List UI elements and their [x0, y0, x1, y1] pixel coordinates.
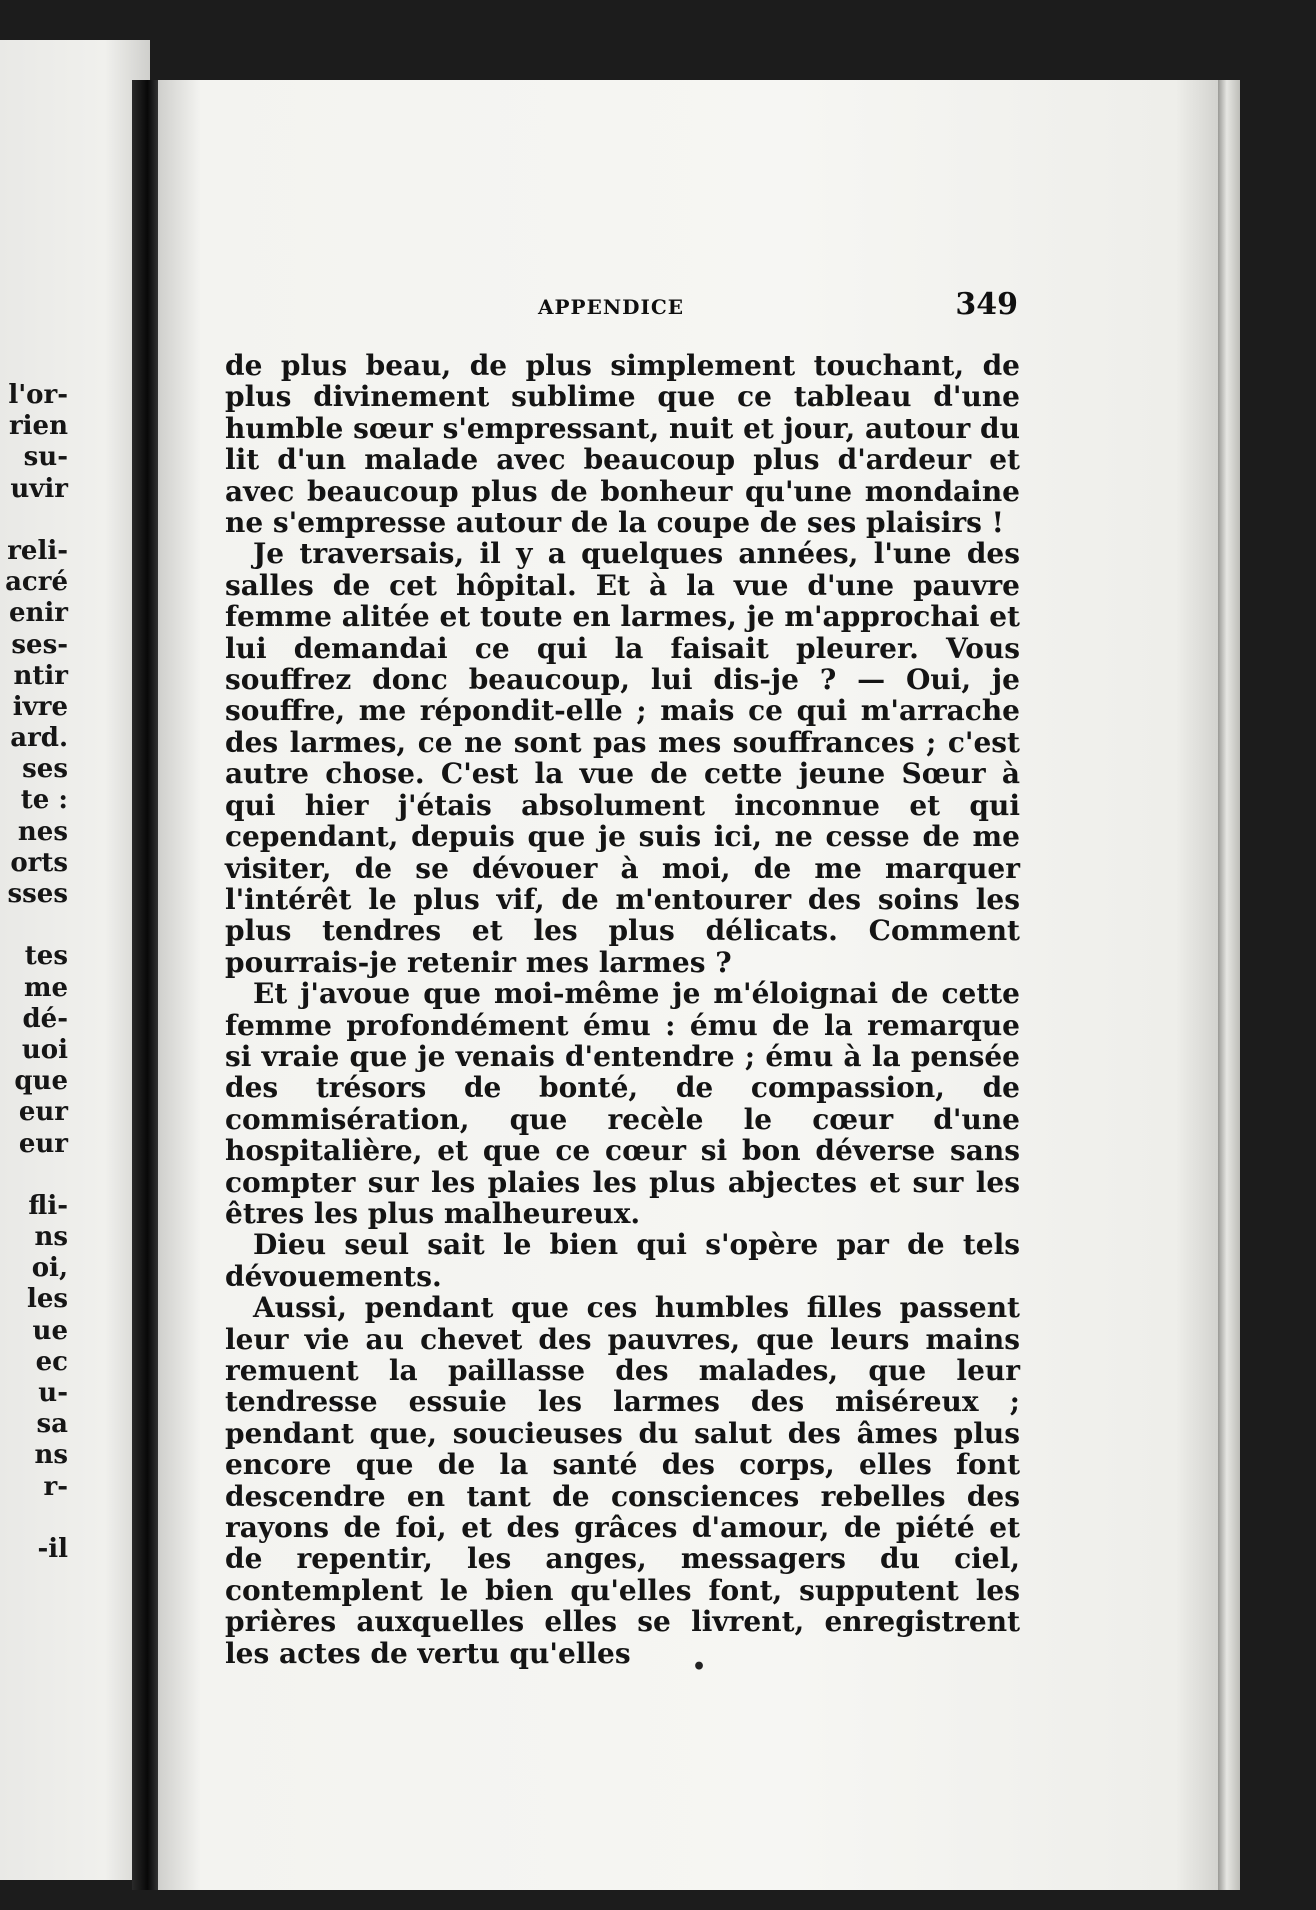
left-page-line: nes [17, 816, 68, 847]
left-page-line [0, 505, 150, 536]
book-gutter [132, 80, 158, 1890]
running-head: APPENDICE [538, 295, 684, 319]
paragraph: Je traversais, il y a quelques années, l'une des salles de cet hôpital. Et à la vue d'une pauvre femme alitée et toute en larmes, je m'approchai et lui demandai ce qui la faisait pleurer. Vous souffrez donc beaucoup, lui dis-je ? — Oui, je souffre, me répondit-elle ; mais ce qui m'arrache des larmes, ce ne sont pas mes souffrances ; c'est autre chose. C'est la vue de cette jeune Sœur à qui hier j'étais absolument inconnue et qui cependant, depuis que je suis ici, ne cesse de me visiter, de se dévouer à moi, de me marquer l'intérêt le plus vif, de m'entourer des soins les plus tendres et les plus délicats. Comment pourrais-je retenir mes larmes ? [225, 537, 1020, 979]
paragraph: Aussi, pendant que ces humbles filles passent leur vie au chevet des pauvres, que leurs mains remuent la paillasse des malades, que leur tendresse essuie les larmes des miséreux ; pendant que, soucieuses du salut des âmes plus encore que de la santé des corps, elles font descendre en tant de consciences rebelles des rayons de foi, et des grâces d'amour, de piété et de repentir, les anges, messagers du ciel, contemplent le bien qu'elles font, supputent les prières auxquelles elles se livrent, enregistrent les actes de vertu qu'elles [225, 1291, 1020, 1670]
paragraph: Et j'avoue que moi-même je m'éloignai de cette femme profondément ému : ému de la remarque si vraie que je venais d'entendre ; ému à la pensée des trésors de bonté, de compassion, de commisération, que recèle le cœur d'une hospitalière, et que ce cœur si bon déverse sans compter sur les plaies les plus abjectes et sur les êtres les plus malheureux. [225, 977, 1020, 1230]
left-page-line: sa [36, 1409, 68, 1440]
left-page-line: uvir [10, 473, 68, 504]
left-page-line: ue [32, 1315, 68, 1346]
left-page-line [0, 1160, 150, 1191]
left-page-line: su- [23, 442, 68, 473]
left-page-line: les [26, 1284, 68, 1315]
left-page-line: l'or- [8, 380, 68, 410]
left-page-line [0, 910, 150, 941]
left-page-line: acré [5, 567, 68, 598]
paragraph: de plus beau, de plus simplement touchant, de plus divinement sublime que ce tableau d'une humble sœur s'empressant, nuit et jour, autour du lit d'un malade avec beaucoup plus d'ardeur et avec beaucoup plus de bonheur qu'une mondaine ne s'empresse autour de la coupe de ses plaisirs ! [225, 349, 1020, 540]
left-page-line: ns [34, 1440, 68, 1471]
left-page-line: que [14, 1066, 68, 1097]
left-page [0, 40, 150, 1880]
left-page-line: fli- [28, 1190, 68, 1221]
left-page-line: orts [10, 847, 68, 878]
page-edge [1218, 80, 1240, 1890]
left-page-line: oi, [31, 1253, 68, 1284]
body-text [225, 350, 1020, 1669]
footer-mark: • [692, 1654, 707, 1680]
left-page-line: sses [7, 879, 68, 909]
left-page-line [0, 1503, 150, 1534]
left-page-line: reli- [7, 535, 68, 566]
left-page-line: ns [34, 1222, 68, 1253]
left-page-line: -il [37, 1533, 68, 1564]
left-page-line: rien [8, 411, 68, 442]
left-page-line: ses- [11, 629, 68, 660]
left-page-line: uoi [21, 1034, 68, 1065]
left-page-line: u- [38, 1378, 68, 1408]
left-page-line: me [23, 972, 68, 1003]
paragraph: Dieu seul sait le bien qui s'opère par de tels dévouements. [225, 1228, 1020, 1293]
left-page-line: te : [20, 785, 68, 816]
left-page-line: dé- [22, 1003, 68, 1034]
left-page-line: ivre [12, 691, 68, 722]
left-page-line: ntir [13, 660, 68, 691]
left-page-line: enir [8, 598, 68, 629]
page-header [228, 287, 1018, 327]
left-page-line: ard. [10, 723, 68, 754]
left-page-text [0, 380, 150, 1565]
left-page-line: ec [35, 1346, 68, 1377]
left-page-line: tes [24, 941, 68, 972]
left-page-line: ses [22, 754, 68, 785]
left-page-line: eur [18, 1097, 68, 1128]
page-number: 349 [955, 287, 1018, 322]
left-page-line: r- [43, 1471, 68, 1502]
left-page-line: eur [18, 1128, 68, 1159]
